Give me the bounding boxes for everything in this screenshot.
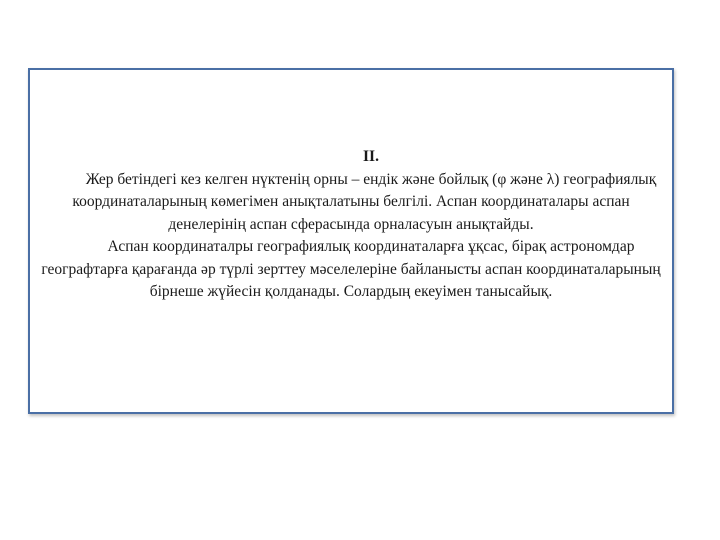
slide-text-block [38,146,664,304]
paragraph-1 [38,169,664,237]
paragraph-2 [38,236,664,304]
paragraph-2-text: Аспан координаталры географиялық координаталарға ұқсас, бірақ астрономдар географтарға қарағанда әр түрлі зерттеу мәселелеріне байланысты аспан координаталарының бірнеше жүйесін қолданады. Солардың екеуімен танысайық. [41,238,661,300]
paragraph-1-text: Жер бетіндегі кез келген нүктенің орны – ендік және бойлық (φ және λ) географиялық координаталарының көмегімен анықталатыны белгілі. Аспан координаталары аспан денелерінің аспан сферасында орналасуын анықтайды. [72,170,657,233]
section-heading: II. [363,148,379,165]
slide-frame [28,68,674,414]
